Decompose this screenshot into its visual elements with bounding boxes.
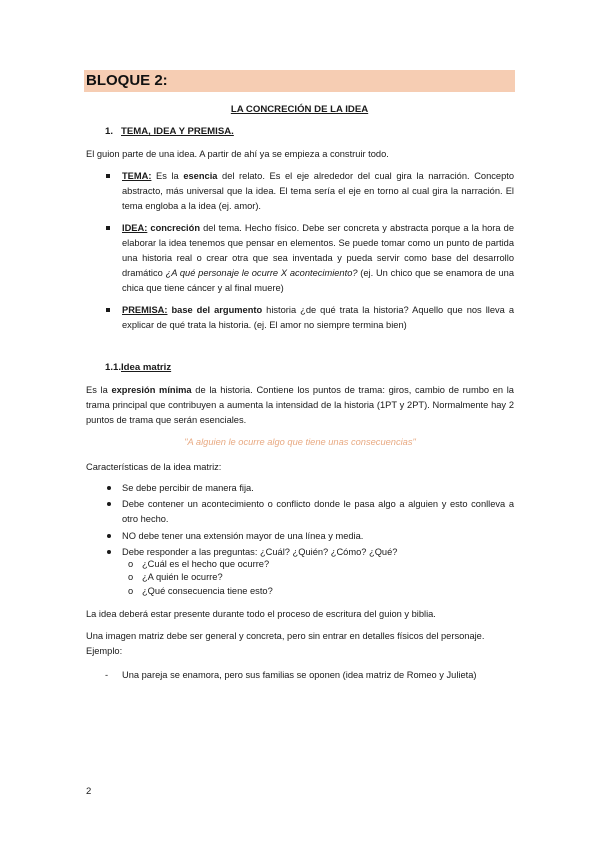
list-item-idea (86, 221, 514, 297)
idea-text-2: (ej. Un chico que se enamora de una chica que tiene cáncer y al final muere) (122, 268, 514, 294)
section-title-text: TEMA, IDEA Y PREMISA. (121, 126, 234, 137)
square-bullet-icon (106, 174, 110, 178)
matriz-keyword: expresión mínima (111, 385, 192, 395)
subsection-title-text: Idea matriz (121, 362, 172, 373)
idea-label: IDEA: (122, 222, 148, 233)
subsection-number: 1.1. (105, 362, 122, 373)
list-item-text: Se debe percibir de manera fija. (122, 483, 254, 493)
list-item (128, 558, 508, 571)
main-title: LA CONCRECIÓN DE LA IDEA (230, 104, 369, 115)
list-item (86, 481, 514, 496)
matriz-text-1: Es la (86, 385, 112, 395)
list-item (86, 529, 514, 544)
tema-text-2: del relato. Es el eje alrededor del cual gira la narración. Concepto abstracto, más universal que la idea. El tema sería el eje en torno al cual gira la narración. El tema engloba a la idea (ej. amor). (122, 171, 514, 212)
definitions-list (86, 169, 514, 333)
ejemplo-list (86, 668, 514, 683)
biblia-paragraph: La idea deberá estar presente durante todo el proceso de escritura del guion y biblia. (86, 609, 436, 619)
dot-bullet-icon (107, 534, 111, 538)
list-item-text: Debe responder a las preguntas: ¿Cuál? ¿Quién? ¿Cómo? ¿Qué? (122, 546, 398, 557)
list-item (128, 571, 508, 584)
list-item-text: Debe contener un acontecimiento o conflicto donde le pasa algo a alguien y esto conlleva a otro hecho. (122, 499, 514, 525)
premisa-text: historia ¿de qué trata la historia? Aquello que nos lleva a explicar de qué trata la historia. (ej. El amor no siempre termina bien) (122, 304, 514, 330)
list-item-text: Una pareja se enamora, pero sus familias se oponen (idea matriz de Romeo y Julieta) (122, 670, 477, 680)
circle-bullet-icon: o (128, 572, 134, 583)
premisa-keyword: base del argumento (167, 304, 263, 315)
section-number: 1. (105, 126, 114, 137)
premisa-label: PREMISA: (122, 304, 168, 315)
list-item (86, 668, 514, 683)
section-heading (105, 126, 234, 138)
tema-label: TEMA: (122, 171, 152, 181)
list-item-premisa (86, 303, 514, 333)
idea-keyword: concreción (147, 222, 200, 233)
caracteristicas-title: Características de la idea matriz: (86, 462, 222, 472)
intro-paragraph: El guion parte de una idea. A partir de ahí ya se empieza a construir todo. (86, 149, 389, 159)
square-bullet-icon (106, 308, 110, 312)
circle-bullet-icon: o (128, 585, 134, 596)
dot-bullet-icon (107, 502, 111, 506)
circle-bullet-icon: o (128, 559, 134, 569)
tema-keyword: esencia (183, 171, 218, 181)
dash-bullet-icon: - (105, 670, 109, 680)
caracteristicas-list (86, 481, 514, 560)
list-item (128, 585, 508, 598)
list-item-text: ¿A quién le ocurre? (142, 572, 223, 583)
subsection-heading (105, 362, 171, 374)
list-item-text: ¿Cuál es el hecho que ocurre? (142, 559, 270, 569)
list-item-text: NO debe tener una extensión mayor de una línea y media. (122, 530, 364, 541)
square-bullet-icon (106, 226, 110, 230)
matriz-paragraph (86, 383, 514, 429)
preguntas-list (128, 558, 508, 598)
list-item-tema (86, 169, 514, 215)
page-number: 2 (86, 786, 92, 797)
block-header (84, 70, 515, 92)
idea-question: ¿A qué personaje le ocurre X acontecimiento? (165, 268, 358, 279)
list-item-text: ¿Qué consecuencia tiene esto? (142, 585, 273, 596)
dot-bullet-icon (107, 486, 111, 490)
imagen-paragraph: Una imagen matriz debe ser general y concreta, pero sin entrar en detalles físicos del personaje. Ejemplo: (86, 631, 485, 657)
tema-text-1: Es la (151, 171, 184, 181)
idea-text-1: del tema. Hecho físico. Debe ser concreta y abstracta porque a la hora de elaborar la idea tenemos que pensar en elementos. Se puede tomar como un punto de partida una historia real o crear otra que sea inventada y pueda servir como base del desarrollo dramático (122, 222, 514, 279)
matriz-quote: "A alguien le ocurre algo que tiene unas consecuencias" (184, 437, 416, 447)
list-item (86, 497, 514, 527)
matriz-text-2: de la historia. Contiene los puntos de trama: giros, cambio de rumbo en la trama principal que contribuyen a aumenta la intensidad de la historia (1PT y 2PT). Normalmente hay 2 puntos de trama que serán esenciales. (86, 385, 514, 426)
block-header-text: BLOQUE 2: (86, 72, 168, 89)
dot-bullet-icon (107, 550, 111, 554)
